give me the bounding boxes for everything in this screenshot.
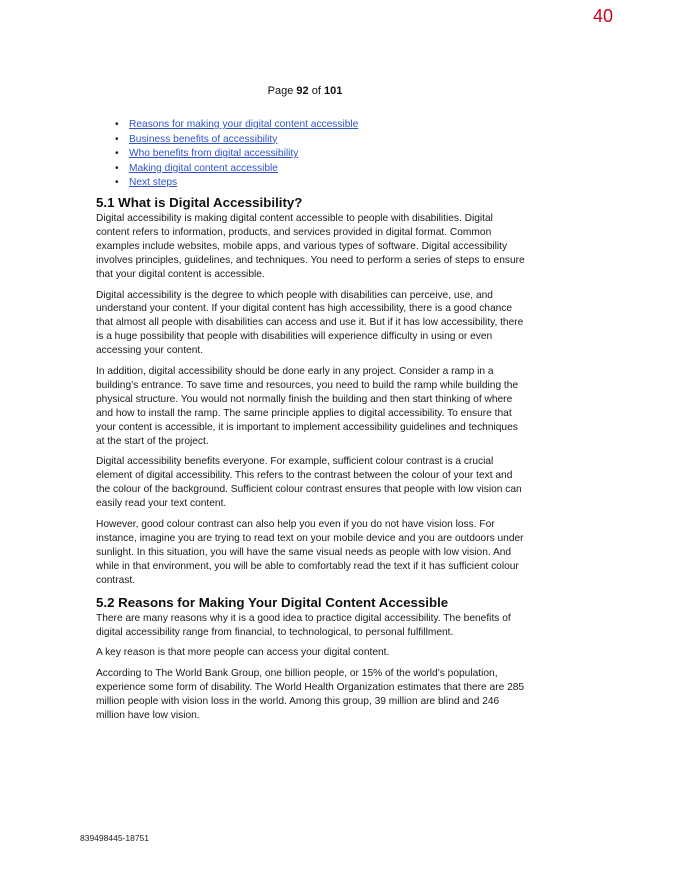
- link-making-accessible[interactable]: Making digital content accessible: [129, 162, 278, 174]
- document-body: [96, 118, 526, 730]
- page-of-text: of: [308, 85, 324, 97]
- paragraph: Digital accessibility is making digital content accessible to people with disabilities. Digital content refers to information, products, and services provided in digital format. Common examples include websites, mobile apps, and various types of software. Digital accessibility involves principles, guidelines, and techniques. You need to perform a series of steps to ensure that your digital content is accessible.: [96, 212, 525, 280]
- link-reasons[interactable]: Reasons for making your digital content accessible: [129, 119, 359, 130]
- list-item: [96, 118, 526, 133]
- link-who-benefits[interactable]: Who benefits from digital accessibility: [129, 148, 299, 160]
- total-page-count: 101: [323, 85, 343, 97]
- paragraph: In addition, digital accessibility should be done early in any project. Consider a ramp in a building’s entrance. To save time and resources, you need to build the ramp while building the physical structure. You would not normally finish the building and then start thinking of where and how to install the ramp. The same principle applies to digital accessibility. To ensure that your content is accessible, it is important to implement accessibility guidelines and techniques at the start of the project.: [96, 366, 519, 447]
- document-id: 839498445-18751: [80, 833, 150, 843]
- section-heading-5-2: 5.2 Reasons for Making Your Digital Content Accessible: [96, 594, 449, 610]
- section-link-list: [96, 118, 526, 191]
- link-next-steps[interactable]: Next steps: [129, 177, 178, 189]
- paragraph: According to The World Bank Group, one billion people, or 15% of the world’s population, experience some form of disability. The World Health Organization estimates that there are 285 million people with vision loss in the world. Among this group, 39 million are blind and 246 million have low vision.: [96, 668, 525, 722]
- paragraph: A key reason is that more people can access your digital content.: [96, 647, 390, 659]
- section-heading-5-1: 5.1 What is Digital Accessibility?: [96, 194, 303, 210]
- paragraph: However, good colour contrast can also help you even if you do not have vision loss. For instance, imagine you are trying to read text on your mobile device and you are outdoors under sunlight. In this situation, you will have the same visual needs as people with low vision. And while in that environment, you will be able to comfortably read the text if it has sufficient colour contrast.: [96, 519, 524, 586]
- list-item: [96, 176, 526, 191]
- page-indicator: [0, 85, 610, 97]
- link-business-benefits[interactable]: Business benefits of accessibility: [129, 133, 278, 145]
- current-page-number: 92: [296, 85, 309, 97]
- paragraph: Digital accessibility benefits everyone. For example, sufficient colour contrast is a crucial element of digital accessibility. This refers to the contrast between the colour of your text and the colour of the background. Sufficient colour contrast ensures that people with low vision can easily read your text content.: [96, 456, 522, 510]
- list-item: [96, 162, 526, 177]
- list-item: [96, 147, 526, 162]
- list-item: [96, 133, 526, 148]
- corner-page-number: 40: [592, 6, 613, 26]
- page-prefix: Page: [267, 85, 297, 97]
- paragraph: Digital accessibility is the degree to which people with disabilities can perceive, use, and understand your content. If your digital content has high accessibility, there is a good chance that almost all people with disabilities can access and use it. But if it has low accessibility, there is a huge possibility that people with disabilities will experience difficulty in using or even accessing your content.: [96, 289, 524, 357]
- paragraph: There are many reasons why it is a good idea to practice digital accessibility. The benefits of digital accessibility range from financial, to technological, to personal fulfillment.: [96, 612, 511, 638]
